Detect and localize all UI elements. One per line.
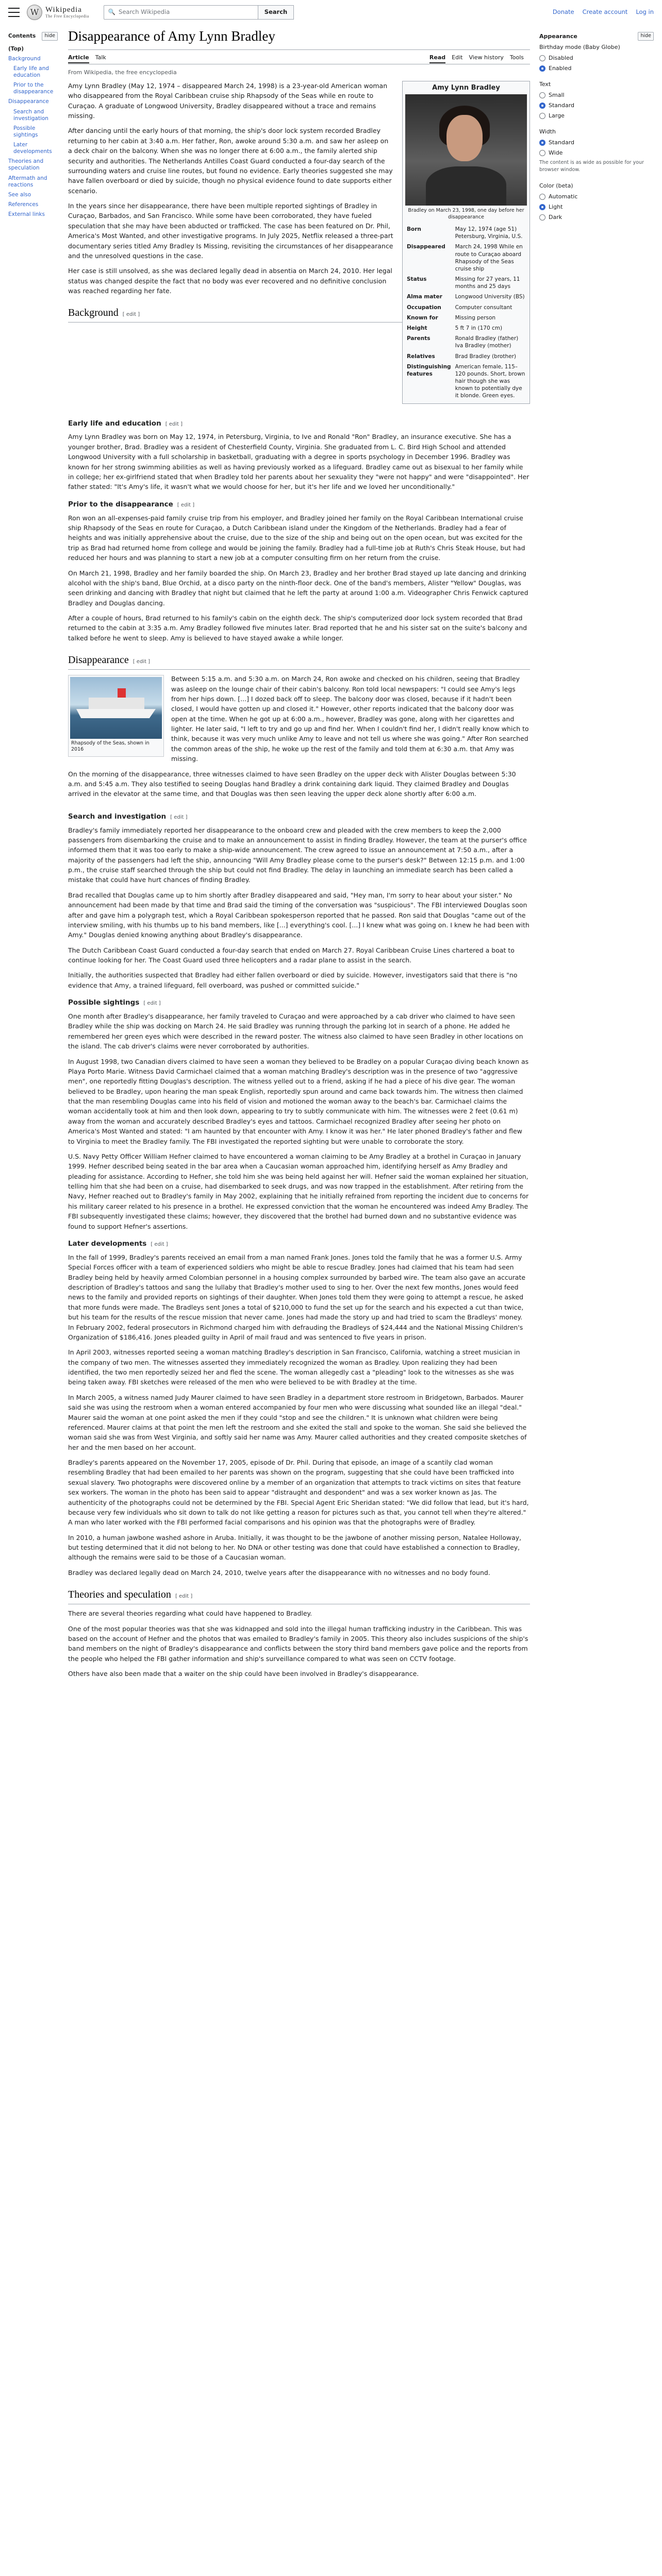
radio-label: Wide	[549, 149, 563, 157]
radio-option[interactable]	[539, 54, 654, 62]
appearance-hide-button[interactable]: hide	[638, 32, 654, 41]
infobox-label: Known for	[407, 314, 438, 321]
infobox-value: Ronald Bradley (father) Iva Bradley (mother)	[455, 335, 519, 349]
radio-button[interactable]	[539, 113, 545, 119]
lead-paragraph: Her case is still unsolved, as she was declared legally dead in absentia on March 24, 2010. Her legal status was changed despite the fact that no body was ever recovered and no definitive conclusion was reached regarding her fate.	[68, 267, 392, 295]
toc-item[interactable]: Search and investigation	[13, 108, 48, 122]
edit-link[interactable]: [ edit ]	[151, 1241, 168, 1247]
paragraph: In the fall of 1999, Bradley's parents received an email from a man named Frank Jones. Jones told the family that he was a former U.S. Army Special Forces officer with a team of experienced soldiers who might be able to rescue Bradley. Jones had claimed that his team had seen Bradley being held by heavily armed Colombian personnel in a housing complex surrounded by barbed wire. The team also gave an accurate description of Bradley's tattoos and sang the lullaby that Bradley's mother used to sing to her. Over the next few months, Jones would feed news to the family and provided reports on sightings of their daughter. When Jones told them they were going to attempt a rescue, he asked that more funds were made. The Bradleys sent Jones a total of $210,000 to fund the set up for the search and his expected a cut than twice, but his team for the results of the rescue mission that never came. Jones had made the story up and had tried to scam the Bradleys' money. In February 2002, federal prosecutors in Richmond charged him with defrauding the Bradleys of $24,444 and the National Missing Children's Organization of $186,416. Jones pleaded guilty in April of mail fraud and was sentenced to five years in prison.	[68, 1253, 526, 1341]
section-heading-later: Later developments [ edit ]	[68, 1239, 168, 1248]
infobox-label: Height	[407, 325, 427, 331]
paragraph: Amy Lynn Bradley was born on May 12, 1974, in Petersburg, Virginia, to Ive and Ronald "Ron" Bradley, an insurance executive. She has a younger brother, Brad. Bradley was a resident of Chesterfield County, Virginia. She graduated from L. C. Bird High School and attended Longwood University with a full scholarship in basketball, graduating with a degree in sports psychology in December 1996. Bradley was known for her strong swimming abilities as well as having previously worked as a lifeguard. Bradley came out as bisexual to her family while in college; her ex-girlfriend stated that when Bradley told her parents about her sexuality they "were not happy" and were "disappointed". Her father stated: "It's Amy's life, it wasn't what we would choose for her, but it's her life and we loved her unconditionally."	[68, 433, 529, 491]
appearance-panel	[539, 32, 654, 229]
paragraph: Brad recalled that Douglas came up to him shortly after Bradley disappeared and said, "Hey man, I'm sorry to hear about your sister." No announcement had been made by that time and Brad said the timing of the conversation was "suspicious". The FBI interviewed Douglas soon after and gave him a polygraph test, which a Royal Caribbean spokesperson reported that he passed. Ron said that Douglas "came out of the interview smiling, with his thumbs up to his band members, like [...] everything's cool. [...] I knew what was going on. I knew he had been with Amy." Douglas denied knowing anything about Bradley's disappearance.	[68, 891, 529, 939]
infobox-row	[405, 351, 527, 362]
infobox-row	[405, 313, 527, 323]
infobox-value: Longwood University (BS)	[455, 294, 525, 300]
radio-label: Dark	[549, 214, 562, 221]
section-heading-disappearance: Disappearance [ edit ]	[68, 652, 530, 670]
radio-label: Disabled	[549, 55, 573, 62]
radio-label: Enabled	[549, 65, 572, 72]
edit-link[interactable]: [ edit ]	[122, 312, 140, 318]
radio-option[interactable]	[539, 148, 654, 157]
tab-view-history[interactable]: View history	[469, 54, 504, 61]
section-heading-background: Background [ edit ]	[68, 305, 530, 323]
radio-option[interactable]	[539, 101, 654, 110]
infobox-row	[405, 274, 527, 292]
radio-label: Small	[549, 92, 565, 99]
infobox-row	[405, 302, 527, 313]
section-later	[68, 1252, 530, 1578]
birthday-group	[539, 43, 654, 73]
lead-paragraph: Amy Lynn Bradley (May 12, 1974 – disappeared March 24, 1998) is a 23-year-old American woman who disappeared from the Royal Caribbean cruise ship Rhapsody of the Seas while en route to Curaçao. A graduate of Longwood University, Bradley disappeared without a trace and remains missing.	[68, 81, 388, 120]
search-input[interactable]	[104, 5, 258, 20]
appearance-title: Appearance	[539, 33, 577, 40]
search-button[interactable]: Search	[258, 5, 294, 20]
infobox-value: Missing for 27 years, 11 months and 25 days	[455, 276, 520, 290]
toc-item[interactable]: Prior to the disappearance	[13, 82, 54, 95]
infobox-row	[405, 224, 527, 242]
paragraph: The Dutch Caribbean Coast Guard conducted a four-day search that ended on March 27. Royal Caribbean Cruise Lines chartered a boat to continue looking for her. The Coast Guard used three helicopters and a radar plane to assist in the search.	[68, 946, 515, 964]
infobox-label: Alma mater	[407, 294, 442, 300]
infobox-row	[405, 323, 527, 333]
lead-paragraph: In the years since her disappearance, there have been multiple reported sightings of Bradley in Curaçao, Barbados, and San Francisco. While some have been corroborated, they have fueled speculation that she may have been abducted or trafficked. The case has been featured on Dr. Phil, America's Most Wanted, and other investigative programs. In July 2025, Netflix released a three-part documentary series titled Amy Bradley Is Missing, revisiting the circumstances of her disappearance and the unresolved questions in the case.	[68, 202, 393, 260]
paragraph: In 2010, a human jawbone washed ashore in Aruba. Initially, it was thought to be the jawbone of another missing person, Natalee Holloway, but testing determined that it did not belong to her. No DNA or other testing was done that could have established a connection to Bradley, although the remains were said to be those of a Caucasian woman.	[68, 1533, 522, 1562]
tab-talk[interactable]: Talk	[95, 54, 106, 61]
paragraph: One of the most popular theories was that she was kidnapped and sold into the illegal human trafficking industry in the Caribbean. This was based on the account of Hefner and the photos that was emailed to Bradley's family in 2005. This theory also includes suspicions of the ship's band members on the night of Bradley's disappearance and conflicts between the story third band members gave police and the reports from the people who helped the FBI gather information and ship's surveillance compared to what was seen on CCTV footage.	[68, 1624, 528, 1663]
edit-link[interactable]: [ edit ]	[170, 814, 188, 820]
section-search	[68, 825, 530, 991]
infobox-label: Occupation	[407, 304, 441, 311]
lead-paragraph: After dancing until the early hours of that morning, the ship's door lock system recorded Bradley returning to her cabin at 3:40 a.m. Her father, Ron, awoke around 5:30 a.m. and saw her asleep on a deck chair on the balcony. When she was no longer there at 6:00 a.m., the family alerted ship security and authorities. The Netherlands Antilles Coast Guard conducted a four-day search of the surrounding waters and cruise line routes, but found no evidence. Early theories suggested she may have fallen overboard or died by suicide, though no physical evidence found to date supports either scenario.	[68, 127, 393, 195]
width-note: The content is as wide as possible for your browser window.	[539, 159, 644, 173]
infobox-label: Born	[407, 226, 421, 233]
header-link-create-account[interactable]: Create account	[582, 8, 628, 16]
edit-link[interactable]: [ edit ]	[175, 1594, 193, 1600]
group-label: Width	[539, 128, 556, 135]
infobox-title: Amy Lynn Bradley	[432, 83, 500, 92]
radio-button[interactable]	[539, 92, 545, 98]
edit-link[interactable]: [ edit ]	[177, 502, 195, 508]
radio-button[interactable]	[539, 65, 545, 72]
ship-thumbnail[interactable]	[68, 675, 164, 757]
toc-item[interactable]: Aftermath and reactions	[8, 175, 47, 188]
paragraph: Bradley's family immediately reported her disappearance to the onboard crew and pleaded with the crew members to keep the 2,000 passengers from disembarking the cruise and to make an announcement to assist in finding Bradley. However, the team at the purser's office informed them that it was too early to make a ship-wide announcement. The crew agreed to issue an announcement at 7:50 a.m., after a majority of the passengers had left the ship, announcing "Will Amy Bradley please come to the purser's desk?" Between 12:15 p.m. and 1:00 p.m., the cruise staff searched through the ship but could not find Bradley. The delay in launching an immediate search has been called a mistake that could have hurt chances of finding Bradley.	[68, 826, 527, 884]
search-icon: 🔍	[108, 8, 116, 16]
infobox-value: March 24, 1998 While en route to Curaçao aboard Rhapsody of the Seas cruise ship	[455, 244, 523, 272]
infobox-value: American female, 115–120 pounds. Short, brown hair though she was known to potentially dye it blonde. Green eyes.	[455, 363, 525, 399]
ship-image	[70, 677, 162, 739]
section-heading-early-life: Early life and education [ edit ]	[68, 419, 183, 428]
text-size-group	[539, 80, 654, 120]
infobox-row	[405, 242, 527, 274]
infobox-row	[405, 292, 527, 302]
tagline: The Free Encyclopedia	[45, 13, 89, 19]
page-tabs	[68, 53, 530, 64]
paragraph: One month after Bradley's disappearance, her family traveled to Curaçao and were approached by a cab driver who claimed to have seen Bradley while the ship was docking on March 24. He said Bradley was running through the parking lot in search of a phone. He added he remembered her green eyes which were described in the reward poster. The witness also claimed to have seen Bradley in other locations on the island. The cab driver's claims were never corroborated by authorities.	[68, 1012, 523, 1050]
group-label: Text	[539, 81, 551, 88]
edit-link[interactable]: [ edit ]	[133, 659, 151, 665]
toc-item[interactable]: (Top)	[8, 45, 24, 52]
tab-edit[interactable]: Edit	[452, 54, 463, 61]
paragraph: Others have also been made that a waiter on the ship could have been involved in Bradley's disappearance.	[68, 1670, 419, 1678]
toc-item[interactable]: Theories and speculation	[8, 158, 44, 172]
paragraph: There are several theories regarding what could have happened to Bradley.	[68, 1609, 312, 1618]
section-early-life	[68, 432, 530, 492]
radio-button[interactable]	[539, 194, 545, 200]
paragraph: After a couple of hours, Brad returned to his family's cabin on the eighth deck. The ship's computerized door lock system recorded that Brad returned to the cabin at 3:35 a.m. Amy Bradley followed five minutes later. Brad reported that he and his sister sat on the suite's balcony and talked before he went to sleep. Amy is believed to have stayed awake a while longer.	[68, 614, 527, 642]
globe-icon: W	[27, 5, 42, 20]
infobox-label: Distinguishing features	[407, 363, 451, 377]
infobox-photo[interactable]	[405, 94, 527, 206]
wikipedia-logo[interactable]	[27, 5, 89, 20]
section-heading-theories: Theories and speculation [ edit ]	[68, 1587, 530, 1604]
radio-button[interactable]	[539, 214, 545, 221]
width-group	[539, 127, 654, 174]
color-group	[539, 181, 654, 222]
radio-option[interactable]	[539, 91, 654, 99]
group-label: Birthday mode (Baby Globe)	[539, 44, 620, 51]
radio-option[interactable]	[539, 202, 654, 211]
toc-item[interactable]: References	[8, 201, 39, 208]
radio-option[interactable]	[539, 138, 654, 147]
infobox-row	[405, 362, 527, 401]
infobox-value: Missing person	[455, 314, 496, 321]
radio-option[interactable]	[539, 213, 654, 222]
page-title: Disappearance of Amy Lynn Bradley	[68, 26, 530, 50]
toc-item[interactable]: Background	[8, 55, 41, 62]
toc-title: Contents	[8, 33, 36, 40]
toc-item[interactable]: Later developments	[13, 142, 52, 155]
section-theories	[68, 1608, 530, 1679]
wordmark: Wikipedia	[45, 5, 82, 14]
section-sightings	[68, 1011, 530, 1231]
tab-tools[interactable]: Tools	[509, 54, 524, 61]
infobox-label: Parents	[407, 335, 431, 342]
search-placeholder: Search Wikipedia	[119, 8, 170, 16]
site-header	[0, 0, 662, 25]
tab-article[interactable]: Article	[68, 54, 89, 63]
group-label: Color (beta)	[539, 182, 573, 189]
infobox-value: May 12, 1974 (age 51) Petersburg, Virginia, U.S.	[455, 226, 523, 240]
toc-item[interactable]: Possible sightings	[13, 125, 38, 138]
infobox-row	[405, 333, 527, 351]
radio-button[interactable]	[539, 140, 545, 146]
paragraph: U.S. Navy Petty Officer William Hefner claimed to have encountered a woman claiming to be Amy Bradley at a brothel in Curaçao in January 1999. Hefner described being seated in the bar area when a Caucasian woman approached him, identifying herself as Amy Bradley and pleading for assistance. According to Hefner, she told him she was being held against her will. Hefner said the woman explained her situation, telling him that she had been on a cruise, had disembarked to seek drugs, and was now trapped in the establishment. After retiring from the Navy, Hefner reached out to Bradley's family in May 2002, explaining that he initially refrained from reporting the incident due to concerns for his military career related to his presence in a brothel. He expressed conviction that the woman he encountered was indeed Amy Bradley. The FBI subsequently investigated these claims; however, they discovered that the brothel had burned down and no substantive evidence was found to support Hefner's assertions.	[68, 1152, 529, 1230]
radio-option[interactable]	[539, 64, 654, 73]
paragraph: In August 1998, two Canadian divers claimed to have seen a woman they believed to be Bradley on a popular Curaçao diving beach known as Playa Porto Marie. Witness David Carmichael claimed that a woman matching Bradley's description was in the presence of two "aggressive men", one reportedly fitting Douglas's description. The witness yelled out to a friend, asking if he had a piece of his dive gear. The woman believed to be Bradley, upon hearing the man speak English, reportedly spun around and came back towards him. The witness then claimed that the man resembling Douglas came into his field of vision and motioned the woman away to the beach's bar. Carmichael claims the woman accidentally took at him and then look down, appearing to try to subtly communicate with him. The witnesses were 2 feet (0.61 m) away from the woman and accurately described Bradley's eyes and tattoos. Carmichael recognized Bradley after seeing her photo on America's Most Wanted and stated: "I am haunted by that encounter with Amy. I know it was her." He later phoned Bradley's father and flew to Virginia to meet the Bradley family. The FBI investigated the reported sighting but were unable to corroborate the story.	[68, 1057, 529, 1145]
toc-list	[8, 46, 58, 218]
toc-item[interactable]: Early life and education	[13, 65, 49, 79]
thumbnail-caption: Rhapsody of the Seas, shown in 2016	[71, 740, 150, 753]
section-heading-prior: Prior to the disappearance [ edit ]	[68, 500, 195, 509]
tab-read[interactable]: Read	[429, 54, 445, 63]
infobox-label: Relatives	[407, 353, 435, 360]
toc-item[interactable]: External links	[8, 211, 45, 218]
personal-tools	[553, 8, 654, 17]
paragraph: Initially, the authorities suspected that Bradley had either fallen overboard or died by suicide. However, investigators said that there is "no evidence that Amy, a trained lifeguard, fell overboard, was pushed or committed suicide."	[68, 971, 518, 989]
infobox-label: Disappeared	[407, 244, 445, 250]
edit-link[interactable]: [ edit ]	[143, 1001, 161, 1007]
radio-label: Large	[549, 112, 565, 120]
header-link-donate[interactable]: Donate	[552, 8, 574, 16]
radio-label: Standard	[549, 102, 575, 109]
site-sub: From Wikipedia, the free encyclopedia	[68, 69, 177, 76]
section-prior	[68, 513, 530, 643]
infobox-value: Computer consultant	[455, 304, 512, 311]
infobox-label: Status	[407, 276, 427, 283]
edit-link[interactable]: [ edit ]	[165, 421, 183, 427]
toc-item[interactable]: See also	[8, 191, 31, 198]
section-heading-search: Search and investigation [ edit ]	[68, 812, 188, 821]
infobox	[402, 81, 530, 404]
toc-item[interactable]: Disappearance	[8, 98, 49, 105]
radio-button[interactable]	[539, 150, 545, 156]
radio-button[interactable]	[539, 204, 545, 210]
main-content	[68, 26, 530, 1684]
toc-hide-button[interactable]: hide	[42, 32, 58, 41]
radio-label: Light	[549, 204, 563, 211]
radio-button[interactable]	[539, 55, 545, 61]
paragraph: In March 2005, a witness named Judy Maurer claimed to have seen Bradley in a department store restroom in Bridgetown, Barbados. Maurer said she was using the restroom when a woman entered accompanied by four men who were discussing what sounded like an illegal "deal." Maurer said the woman at one point asked the men if they could "stop and see the children." It is unknown what children were being referenced. Maurer claims at that point the men left the restroom and she exited the stall and spoke to the woman. She said she believed the woman said she was from West Virginia, and softly said her name was Amy. Maurer called authorities and they created composite sketches of her and the men based on her account.	[68, 1393, 527, 1451]
infobox-value: 5 ft 7 in (170 cm)	[455, 325, 503, 331]
paragraph: On the morning of the disappearance, three witnesses claimed to have seen Bradley on the upper deck with Alister Douglas between 5:30 a.m. and 5:45 a.m. They also testified to seeing Douglas hand Bradley a drink containing dark liquid. They claimed Bradley and Douglas arrived in the elevator at the same time, and that Douglas was then seen leaving the upper deck alone shortly after 6:00 a.m.	[68, 770, 516, 798]
paragraph: On March 21, 1998, Bradley and her family boarded the ship. On March 23, Bradley and her brother Brad stayed up late dancing and drinking alcohol with the ship's band, Blue Orchid, at a disco party on the ninth-floor deck. One of the band's members, Alister "Yellow" Douglas, was seen drinking and dancing with Bradley that night but claimed that he left the party at around 1:00 a.m. Videographer Chris Fenwick captured Bradley and Douglas dancing.	[68, 569, 528, 607]
main-menu-icon[interactable]	[8, 8, 20, 17]
radio-button[interactable]	[539, 103, 545, 109]
infobox-value: Brad Bradley (brother)	[455, 353, 517, 360]
paragraph: Bradley's parents appeared on the November 17, 2005, episode of Dr. Phil. During that episode, an image of a scantily clad woman resembling Bradley that had been emailed to her parents was shown on the program, suggesting that she could have been trafficked into sexual slavery. Two photographs were discovered online by a member of an organization that attempts to track victims on sites that feature sex workers. The woman in the photo has been said to appear "distraught and despondent" and was a sex worker known as Jas. The authenticity of the photographs could not be determined by the FBI. Special Agent Eric Sheridan stated: "We did follow that lead, but it's hard, because very few individuals who sit down to talk do not like getting a reason for pictures such as that, you cannot tell when they're altered." A man who later worked with the FBI performed facial comparisons and his opinion was that the photographs were of Bradley.	[68, 1459, 529, 1527]
radio-label: Automatic	[549, 193, 578, 200]
radio-option[interactable]	[539, 192, 654, 201]
radio-option[interactable]	[539, 111, 654, 120]
paragraph: In April 2003, witnesses reported seeing a woman matching Bradley's description in San Francisco, California, watching a street musician in the company of two men. The witnesses asserted they immediately recognized the woman as Bradley. Upon realizing they had been identified, the two men reportedly seized her and fled the scene. The woman allegedly cast a "pleading" look to the witnesses as she was being taken away. FBI sketches were released of the men who were believed to be with Bradley at the time.	[68, 1348, 520, 1386]
paragraph: Between 5:15 a.m. and 5:30 a.m. on March 24, Ron awoke and checked on his children, seeing that Bradley was asleep on the lounge chair of their cabin's balcony. Ron told local newspapers: "I could see Amy's legs from her hips down. [...] I dozed back off to sleep. The balcony door was closed, because if it hadn't been closed, I would have gotten up and closed it." However, other reports indicated that the balcony door was open at the time. When he got up at 6:00 a.m., however, Bradley was gone, along with her cigarettes and lighter. He later said, "I left to try and go up and find her. When I couldn't find her, I didn't really know which to think, because it was very much unlike Amy to leave and not tell us where she was going." After Ron searched the common areas of the ship, he woke up the rest of the family and told them at 6:30 a.m. that Amy was missing.	[171, 675, 529, 763]
paragraph: Bradley was declared legally dead on March 24, 2010, twelve years after the disappearance with no witnesses and no body found.	[68, 1568, 490, 1577]
paragraph: Ron won an all-expenses-paid family cruise trip from his employer, and Bradley joined her family on the Royal Caribbean International cruise ship Rhapsody of the Seas en route for Curaçao, a Dutch Caribbean island under the Kingdom of the Netherlands. Bradley had a fear of heights and was initially apprehensive about the cruise, due to the size of the ship and being out on the open ocean, but was excited for the trip as Brad had returned home from college and would be joining the family. Bradley had a full-time job at Ruth's Chris Steak House, but had reduced her hours and was planning to start a new job at a computer consulting firm on her return from the cruise.	[68, 514, 525, 562]
radio-label: Standard	[549, 139, 575, 146]
section-heading-sightings: Possible sightings [ edit ]	[68, 998, 161, 1007]
infobox-caption: Bradley on March 23, 1998, one day before her disappearance	[408, 208, 524, 221]
table-of-contents	[8, 32, 58, 221]
header-link-log-in[interactable]: Log in	[636, 8, 654, 16]
